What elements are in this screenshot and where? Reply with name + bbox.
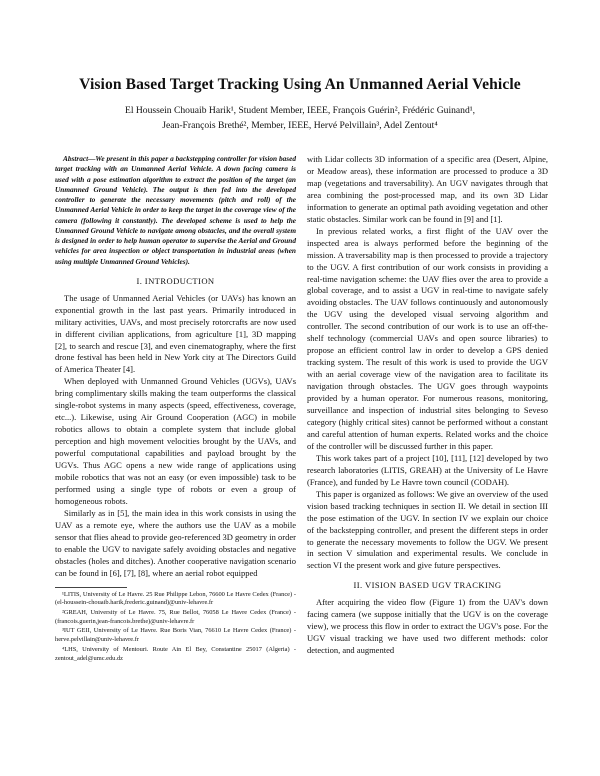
paper-title: Vision Based Target Tracking Using An Unmanned Aerial Vehicle <box>79 76 521 93</box>
intro-paragraph-1: The usage of Unmanned Aerial Vehicles (or UAVs) has known an exponential growth in the last past years. Primarily introduced in military activities, UAVs, and most precisely rotorcrafts are now used in different civilian applications, from agriculture [1], 3D mapping [2], to search and rescue [3], and even cinematography, where the first drone festival has been held in New York city at The Directors Guild of America Theater [4]. <box>55 292 296 375</box>
intro-paragraph-2: When deployed with Unmanned Ground Vehicles (UGVs), UAVs bring complimentary skills making the team outperforms the classical single-robot systems in many aspects (speed, effectiveness, coverage, etc...). Likewise, using Air Ground Cooperation (AGC) in mobile robotics allows to obtain a complete system that include global perception and high movement velocities brought by the UAVs, and powerful computational capabilities and payload brought by the UGVs. Thus AGC opens a new wide range of applications using mobile robotics that was not an easy (or even impossible) task to be performed using a single type of robots or even a group of homogeneous robots. <box>55 376 296 506</box>
intro-paragraph-3: Similarly as in [5], the main idea in this work consists in using the UAV as a remote eye, where the authors use the UAV as a mobile sensor that flies ahead to provide geo-referenced 3D geometry in order to enable the UGV to navigate safely avoiding obstacles and negative obstacles (holes and ditches). Another cooperative navigation scenario can be found in [6], [7], [8], where an aerial robot equipped <box>55 507 296 578</box>
intro-paragraph-4: with Lidar collects 3D information of a specific area (Desert, Alpine, or Meadow areas), these information are processed to produce a 3D map (vegetations and traversability). An UGV navigates through that area combining the post-processed map, and its own 3D Lidar information to generate an optimal path avoiding vegetation and other static obstacles. Similar work can be found in [9] and [1]. <box>307 154 548 224</box>
authors-line-2: Jean-François Brethé², Member, IEEE, Hervé Pelvillain³, Adel Zentout⁴ <box>162 120 438 131</box>
section-heading-introduction: I. INTRODUCTION <box>136 275 215 286</box>
section2-paragraph-1: After acquiring the video flow (Figure 1) from the UAV's down facing camera (we suppose initially that the UGV is on the coverage view), we process this flow in order to extract the UGV's pose. For the UGV visual tracking we have used two different methods: color detection, and augmented <box>307 597 548 656</box>
author-list <box>40 103 560 133</box>
left-column <box>55 154 296 664</box>
intro-paragraph-6: This work takes part of a project [10], [11], [12] developed by two research laboratories (LITIS, GREAH) at the University of Le Havre (France), and funded by Le Havre town council (CODAH). <box>307 452 548 487</box>
intro-paragraph-7: This paper is organized as follows: We give an overview of the used vision based tracking techniques in section II. We detail in section III the pose estimation of the UGV. In section IV we explain our choice of the backstepping controller, and present the different steps in order to generate the necessary movements to follow the UGV. We present in section V simulation and experimental results. We conclude in section VI the present work and give future perspectives. <box>307 488 548 571</box>
section-heading-vision-tracking: II. VISION BASED UGV TRACKING <box>353 580 502 591</box>
authors-line-1: El Houssein Chouaib Harik¹, Student Member, IEEE, François Guérin², Frédéric Guinand¹, <box>124 105 476 116</box>
abstract: Abstract—We present in this paper a backstepping controller for vision based target tracking with an Unmanned Aerial Vehicle. A down facing camera is used with a pose estimation algorithm to extract the position of the target (an Unmanned Ground Vehicle). The output is then fed into the developed controller to generate the necessary movements (pitch and roll) of the Unmanned Aerial Vehicle in order to keep the target in the coverage view of the camera (following it constantly). The developed scheme is used to help the Unmanned Ground Vehicle to navigate among obstacles, and the overall system is designed in order to help human operator to supervise the Aerial and Ground vehicles for area inspection or object transportation in industrial areas (when using multiple Unmanned Ground Vehicles). <box>55 154 296 266</box>
footnote-1: ¹LITIS, University of Le Havre. 25 Rue Philippe Lebon, 76600 Le Havre Cedex (France) - (el-houssein-chouaib.harik,frederic.guinand)@univ-lehavre.fr <box>55 590 296 607</box>
footnote-4: ⁴LHS, University of Mentouri. Route Ain El Bey, Constantine 25017 (Algeria) - zentout_adel@umc.edu.dz <box>55 645 296 662</box>
intro-paragraph-5: In previous related works, a first flight of the UAV over the inspected area is always performed before the beginning of the mission. A traversability map is then processed to provide a trajectory to the UGV. A first contribution of our work consists in providing a real-time navigation scheme: the UAV flies over the area to provide a global coverage, and to assist a UGV in real-time to navigate safely avoiding obstacles. The UAV follows continuously and autonomously the UGV using the developed visual servoing algorithm and controller. The second contribution of our work is to use an off-the-shelf technology (commercial UAVs and open source libraries) to propose an efficient control law in order to develop a GPS denied tracking system. The result of this work is used to provide the UGV with an aerial coverage view of the navigation area to facilitate its navigation through obstacles. The UGV goes through waypoints provided by a human operator. For numerous reasons, monitoring, surveillance and inspection of industrial sites belonging to Seveso category (highly critical sites) cannot be performed without a constant and careful attention of human experts. Related works and the choice of the controller will be discussed further in this paper. <box>307 225 548 451</box>
right-column <box>307 154 548 657</box>
footnote-3: ³IUT GEII, University of Le Havre. Rue Boris Vian, 76610 Le Havre Cedex (France) - herve.pelvillain@univ-lehavre.fr <box>55 627 296 644</box>
footnote-rule <box>55 587 127 588</box>
footnote-2: ²GREAH, University of Le Havre. 75, Rue Bellot, 76058 Le Havre Cedex (France) - (francois.guerin,jean-francois.brethe)@univ-lehavre.fr <box>55 608 296 625</box>
